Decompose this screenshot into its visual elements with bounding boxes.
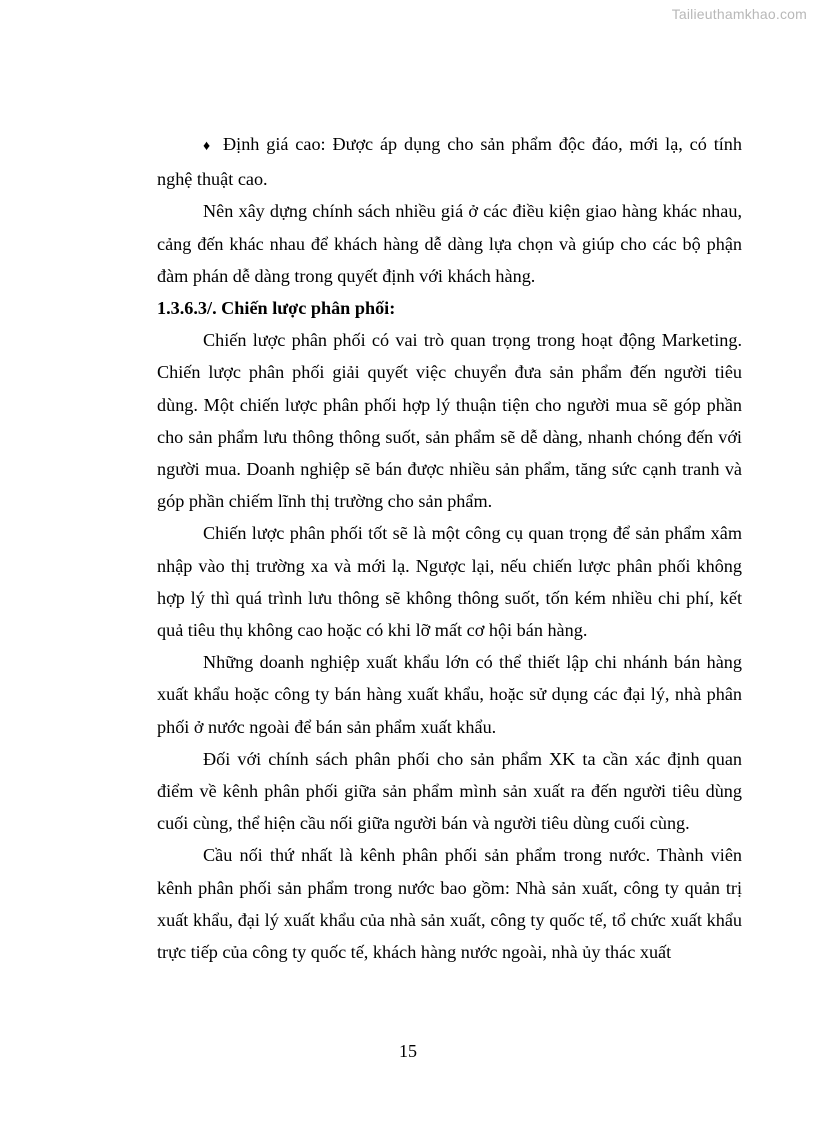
watermark: Tailieuthamkhao.com: [671, 6, 807, 22]
paragraph: Những doanh nghiệp xuất khẩu lớn có thể thiết lập chi nhánh bán hàng xuất khẩu hoặc công ty bán hàng xuất khẩu, hoặc sử dụng các đại lý, nhà phân phối ở nước ngoài để bán sản phẩm xuất khẩu.: [157, 652, 742, 737]
page-body: [157, 128, 742, 968]
paragraph: Nên xây dựng chính sách nhiều giá ở các điều kiện giao hàng khác nhau, cảng đến khác nhau để khách hàng dễ dàng lựa chọn và giúp cho các bộ phận đàm phán dễ dàng trong quyết định với khách hàng.: [157, 201, 742, 286]
bullet-paragraph: [157, 128, 742, 195]
section-heading: 1.3.6.3/. Chiến lược phân phối:: [157, 298, 396, 319]
page-number: 15: [399, 1041, 417, 1061]
paragraph: Chiến lược phân phối tốt sẽ là một công cụ quan trọng để sản phẩm xâm nhập vào thị trường xa và mới lạ. Ngược lại, nếu chiến lược phân phối không hợp lý thì quá trình lưu thông sẽ không thông suốt, tốn kém nhiều chi phí, kết quả tiêu thụ không cao hoặc có khi lỡ mất cơ hội bán hàng.: [157, 523, 742, 641]
paragraph: Đối với chính sách phân phối cho sản phẩm XK ta cần xác định quan điểm về kênh phân phối giữa sản phẩm mình sản xuất ra đến người tiêu dùng cuối cùng, thể hiện cầu nối giữa người bán và người tiêu dùng cuối cùng.: [157, 748, 742, 834]
diamond-bullet-icon: ♦: [203, 139, 211, 154]
paragraph: Chiến lược phân phối có vai trò quan trọng trong hoạt động Marketing. Chiến lược phân phối giải quyết việc chuyển đưa sản phẩm đến người tiêu dùng. Một chiến lược phân phối hợp lý thuận tiện cho người mua sẽ góp phần cho sản phẩm lưu thông thông suốt, sản phẩm sẽ dễ dàng, nhanh chóng đến với người mua. Doanh nghiệp sẽ bán được nhiều sản phẩm, tăng sức cạnh tranh và góp phần chiếm lĩnh thị trường cho sản phẩm.: [157, 330, 742, 512]
paragraph: Cầu nối thứ nhất là kênh phân phối sản phẩm trong nước. Thành viên kênh phân phối sản phẩm trong nước bao gồm: Nhà sản xuất, công ty quản trị xuất khẩu, đại lý xuất khẩu của nhà sản xuất, công ty quốc tế, tổ chức xuất khẩu trực tiếp của công ty quốc tế, khách hàng nước ngoài, nhà ủy thác xuất: [157, 845, 742, 963]
bullet-text: Định giá cao: Được áp dụng cho sản phẩm độc đáo, mới lạ, có tính nghệ thuật cao.: [157, 134, 742, 190]
